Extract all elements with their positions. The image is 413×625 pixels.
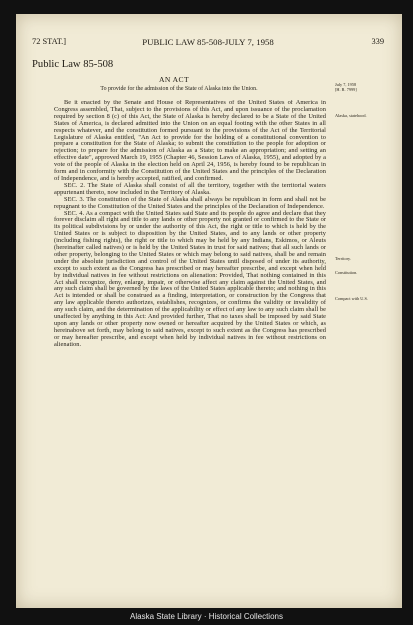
library-footer: Alaska State Library · Historical Collections bbox=[0, 608, 413, 625]
section-3-paragraph: SEC. 3. The constitution of the State of Alaska shall always be republican in form and shall not be repugnant to the Constitution of the United States and the principles of the Declaration of Independence. bbox=[54, 195, 326, 210]
act-heading: AN ACT bbox=[158, 75, 190, 84]
margin-note-alaska-statehood: Alaska, statehood. bbox=[335, 113, 367, 118]
section-4-paragraph: SEC. 4. As a compact with the United States said State and its people do agree and declare that they forever disclaim all right and title to any lands or other property not granted or confirmed to the State or its political subdivisions by or under the authority of this Act, the right or title to which is held by the United States or is subject to disposition by the United States, and to any lands or other property (including fishing rights), the right or title to which may be held by any Indians, Eskimos, or Aleuts (hereinafter called natives) or is held by the United States in trust for said natives; that all such lands or other property, belonging to the United States or which may belong to said natives, shall be and remain under the absolute jurisdiction and control of the United States until disposed of under its authority, except to such extent as the Congress has prescribed or may hereafter prescribe, and except when held by individual natives in fee without restrictions on alienation: Provided, That nothing contained in this Act shall recognize, deny, enlarge, impair, or otherwise affect any claim against the United States, and any such claim shall be governed by the laws of the United States applicable thereto; and nothing in this Act is intended or shall be construed as a finding, interpretation, or construction by the Congress that any law applicable thereto authorizes, establishes, recognizes, or confirms the validity or invalidity of any such claim, and the determination of the applicability or effect of any law to any such claim shall be unaffected by anything in this Act: And provided further, That no taxes shall be imposed by said State upon any lands or other property now owned or hereafter acquired by the United States or which, as hereinabove set forth, may belong to said natives, except to such extent as the Congress has prescribed or may hereafter prescribe, and except when held by individual natives in fee without restrictions on alienation. bbox=[54, 209, 326, 348]
act-body bbox=[54, 100, 326, 605]
act-purpose: To provide for the admission of the State of Alaska into the Union. bbox=[100, 86, 258, 92]
margin-note-constitution: Constitution. bbox=[335, 270, 358, 275]
enacting-clause-paragraph: Be it enacted by the Senate and House of Representatives of the United States of America in Congress assembled, That, subject to the provisions of this Act, and upon issuance of the proclamation required by section 8 (c) of this Act, the State of Alaska is hereby declared to be a State of the United States of America, is declared admitted into the Union on an equal footing with the other States in all respects whatever, and the constitution formed pursuant to the provisions of the Act of the Territorial Legislature of Alaska entitled, "An Act to provide for the holding of a constitutional convention to prepare a constitution for the State of Alaska; to submit the constitution to the people for adoption or rejection; to prepare for the admission of Alaska as a State; to make an appropriation; and setting an effective date", approved March 19, 1955 (Chapter 46, Session Laws of Alaska, 1955), and adopted by a vote of the people of Alaska in the election held on April 24, 1956, is hereby found to be republican in form and in conformity with the Constitution of the United States and the principles of the Declaration of Independence, and is hereby accepted, ratified, and confirmed. bbox=[54, 100, 326, 182]
statute-volume: 72 STAT.] bbox=[32, 37, 67, 46]
margin-note-territory: Territory. bbox=[335, 256, 352, 261]
margin-note-date: July 7, 1958 [H. R. 7999] bbox=[335, 82, 357, 93]
document-page bbox=[16, 14, 402, 608]
margin-note-compact: Compact with U.S. bbox=[335, 296, 368, 301]
law-title: Public Law 85-508 bbox=[32, 59, 114, 70]
page-number: 339 bbox=[371, 37, 384, 46]
public-law-date-header: PUBLIC LAW 85-508-JULY 7, 1958 bbox=[142, 37, 274, 47]
section-2-paragraph: SEC. 2. The State of Alaska shall consist of all the territory, together with the territorial waters appurtenant thereto, now included in the Territory of Alaska. bbox=[54, 181, 326, 196]
running-head bbox=[32, 36, 384, 48]
